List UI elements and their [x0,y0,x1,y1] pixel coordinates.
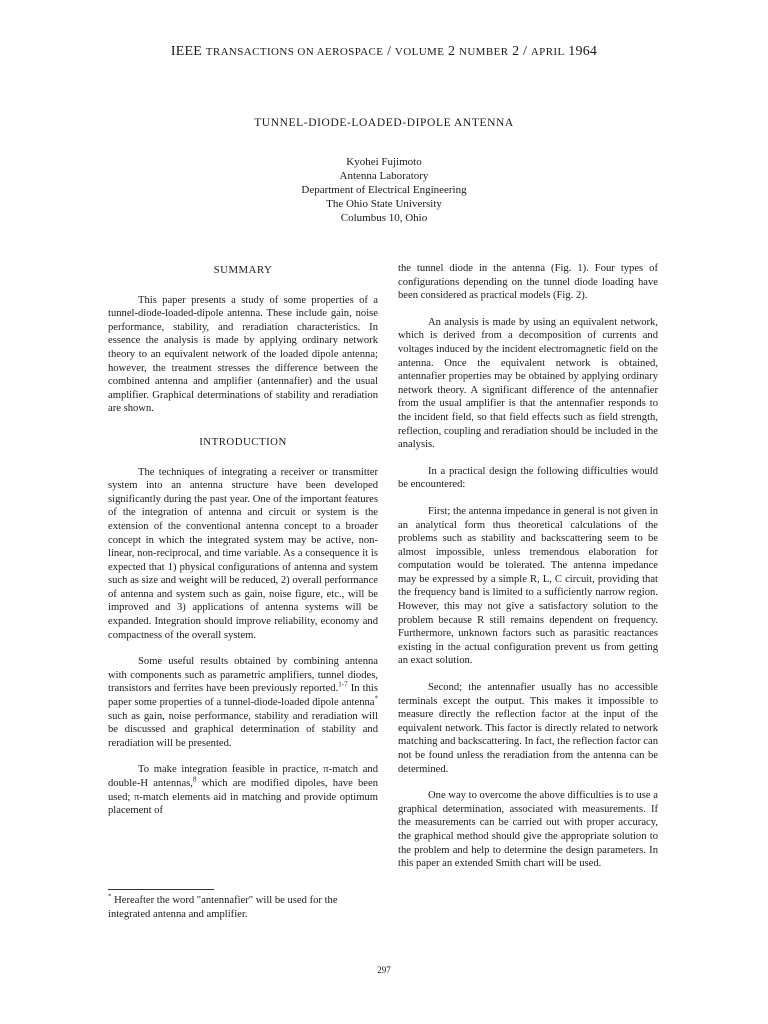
journal-header-part8: APRIL [530,46,565,58]
right-paragraph-2: An analysis is made by using an equivalent network, which is derived from a decomposition of currents and voltages induced by the incident electromagnetic field on the antenna. Once the equivalent network is obtained, antennafier properties may be obtained by applying ordinary network theory. A significant difference of the antennafier from the usual amplifier is that the antennafier responds to the incident field, so that field effects such as field strength, reflection, coupling and reradiation should be included in the analysis. [398,316,658,451]
journal-header-part7: 2 / [508,44,531,59]
author-name: Kyohei Fujimoto [346,156,422,168]
footnote-text: Hereafter the word "antennafier" will be used for the integrated antenna and amplifier. [108,895,338,920]
journal-header [0,44,768,60]
footnote-mark: * [108,892,112,901]
footnote-divider [108,889,214,890]
right-paragraph-3: In a practical design the following difficulties would be encountered: [398,465,658,491]
reference-superscript: 8 [192,775,197,784]
journal-header-part4: VOLUME [394,46,445,58]
footnote-marker: * [374,694,378,703]
right-paragraph-1: the tunnel diode in the antenna (Fig. 1). Four types of configurations depending on the tunnel diode loading have been considered as practical models (Fig. 2). [398,263,658,302]
intro-p3-text-b: which are modified dipoles, have been used; π-match elements aid in matching and provide optimum placement of [108,778,378,817]
author-city: Columbus 10, Ohio [340,212,428,224]
right-column [398,262,658,884]
intro-p2-text-b: In this paper some properties of a tunnel-diode-loaded dipole antenna [108,683,378,709]
author-department: Department of Electrical Engineering [301,184,467,196]
introduction-heading: INTRODUCTION [199,435,287,448]
article-title: TUNNEL-DIODE-LOADED-DIPOLE ANTENNA [254,117,514,129]
summary-paragraph: This paper presents a study of some properties of a tunnel-diode-loaded-dipole antenna. These include gain, noise performance, stability, and reradiation characteristics. In essence the analysis is made by applying ordinary network theory to an equivalent network of the loaded dipole antenna; however, the treatment stresses the difference between the combined antenna and amplifier (antennafier) and the usual amplifier. Graphical determinations of stability and reradiation are shown. [108,294,378,415]
right-paragraph-5: Second; the antennafier usually has no accessible terminals except the output. This makes it impossible to measure directly the reflection factor at the input of the equivalent network. This factor is directly related to network matching and backscattering. In fact, the reflection factor can not be found unless the reradiation from the antenna can be determined. [398,682,659,775]
intro-paragraph-1: The techniques of integrating a receiver or transmitter system into an antenna structure have been developed significantly during the past year. One of the important features of the integration of antenna and circuit or system is the extension of the conventional antenna concept to a broader concept in which the integrated system may be active, non-linear, non-reciprocal, and time variable. As a consequence it is expected that 1) physical configurations of antenna and system such as size and weight will be reduced, 2) overall performance of antenna and system such as gain, noise figure, etc., will be improved and 3) applications of antenna systems will be expanded. Integration should improve reliability, economy and compactness of the overall system. [108,466,378,641]
footnote [108,894,380,921]
author-lab: Antenna Laboratory [339,170,429,182]
journal-header-part3: / [383,44,395,59]
summary-heading: SUMMARY [213,264,273,276]
right-paragraph-6: One way to overcome the above difficulties is to use a graphical determination, associated with measurements. If the measurements can be carried out with proper accuracy, the graphical method should give the appropriate solution to the problem and help to determine the design parameters. In this paper an extended Smith chart will be used. [398,790,658,870]
journal-header-part9: 1964 [564,44,598,59]
journal-header-part1: IEEE [170,44,206,59]
page-number: 297 [377,965,391,975]
author-university: The Ohio State University [326,198,442,210]
right-paragraph-4: First; the antenna impedance in general is not given in an analytical form thus theoretical calculations of the problems such as stability and backscattering seem to be almost impossible, unless tremendous elaboration for computation would be tolerated. The antenna impedance may be expressed by a simple R, L, C circuit, providing that the frequency band is limited to a sufficiently narrow region. However, this may not give a satisfactory solution to the problem because R still remains dependent on frequency. Furthermore, unknown factors such as parasitic reactances existing in the actual configuration prevent us from getting an exact solution. [398,505,658,667]
intro-p2-text-a: Some useful results obtained by combining antenna with components such as parametric amplifiers, tunnel diodes, transistors and ferrites have been previously reported. [108,656,378,695]
journal-header-part2: TRANSACTIONS ON AEROSPACE [205,46,384,58]
journal-header-part6: NUMBER [458,46,509,58]
intro-p3-text-a: To make integration feasible in practice, π-match and double-H antennas, [108,764,378,789]
intro-paragraph-3 [108,763,378,817]
left-column [108,262,378,831]
author-block [0,155,768,225]
intro-paragraph-2 [108,655,378,750]
intro-p2-text-c: such as gain, noise performance, stability and reradiation will be discussed and graphical determination of stability and reradiation will be presented. [108,710,378,749]
journal-header-part5: 2 [444,44,459,59]
reference-superscript: 1-7 [338,680,348,689]
